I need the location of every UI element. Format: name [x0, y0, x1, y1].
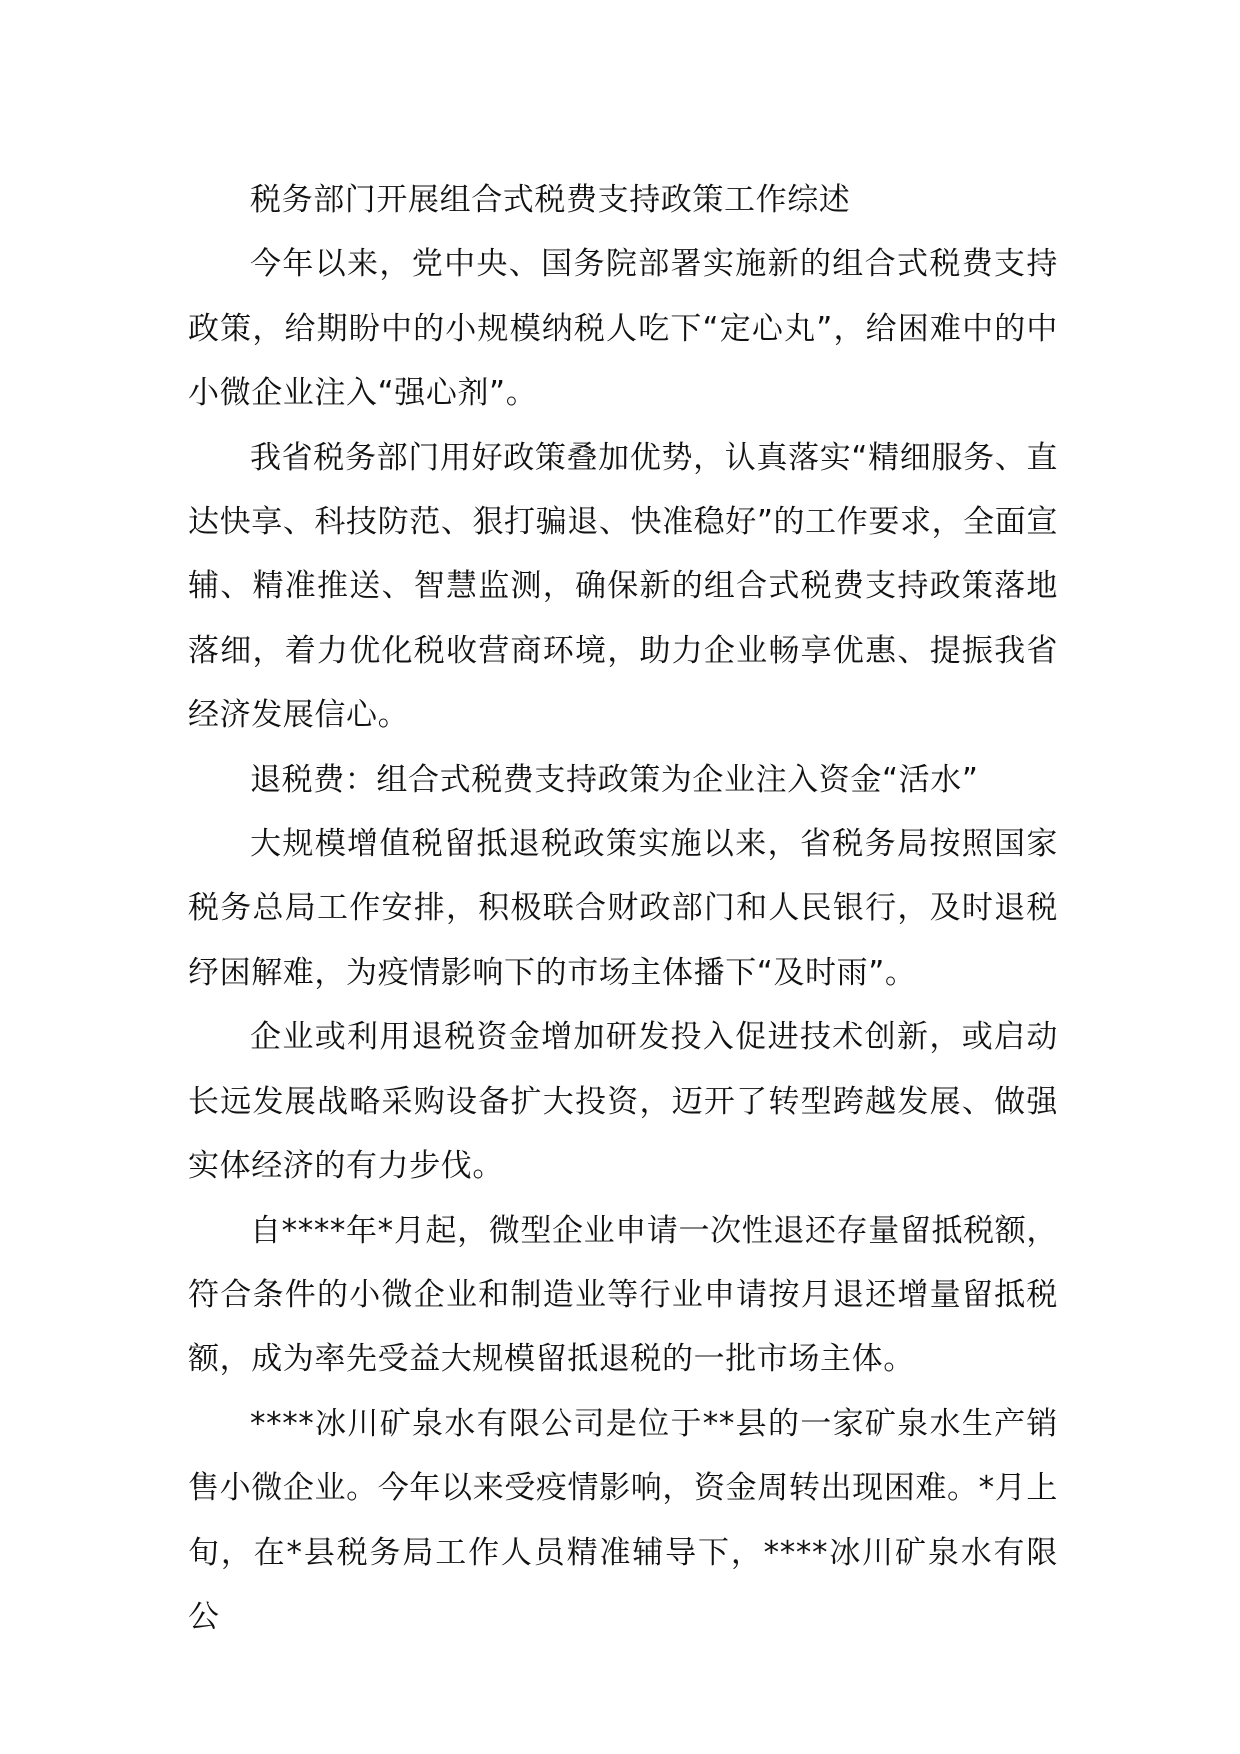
paragraph-company-case: ****冰川矿泉水有限公司是位于**县的一家矿泉水生产销售小微企业。今年以来受疫情影响，资金周转出现困难。*月上旬，在*县税务局工作人员精准辅导下，****冰川矿泉水有限公 — [188, 1405, 1058, 1635]
paragraph-intro: 今年以来，党中央、国务院部署实施新的组合式税费支持政策，给期盼中的小规模纳税人吃下“定心丸”，给困难中的中小微企业注入“强心剂”。 — [188, 246, 1058, 412]
document-body — [188, 168, 1058, 1649]
paragraph-refund-policy: 大规模增值税留抵退税政策实施以来，省税务局按照国家税务总局工作安排，积极联合财政部门和人民银行，及时退税纾困解难，为疫情影响下的市场主体播下“及时雨”。 — [188, 826, 1058, 991]
paragraph-micro-enterprise: 自****年*月起，微型企业申请一次性退还存量留抵税额，符合条件的小微企业和制造业等行业申请按月退还增量留抵税额，成为率先受益大规模留抵退税的一批市场主体。 — [188, 1212, 1058, 1378]
document-title: 税务部门开展组合式税费支持政策工作综述 — [250, 182, 851, 218]
paragraph-province-work: 我省税务部门用好政策叠加优势，认真落实“精细服务、直达快享、科技防范、狠打骗退、快准稳好”的工作要求，全面宣辅、精准推送、智慧监测，确保新的组合式税费支持政策落地落细，着力优化税收营商环境，助力企业畅享优惠、提振我省经济发展信心。 — [188, 439, 1058, 734]
section-heading-tax-refund: 退税费：组合式税费支持政策为企业注入资金“活水” — [250, 761, 979, 798]
paragraph-enterprise-use: 企业或利用退税资金增加研发投入促进技术创新，或启动长远发展战略采购设备扩大投资，迈开了转型跨越发展、做强实体经济的有力步伐。 — [188, 1019, 1058, 1185]
